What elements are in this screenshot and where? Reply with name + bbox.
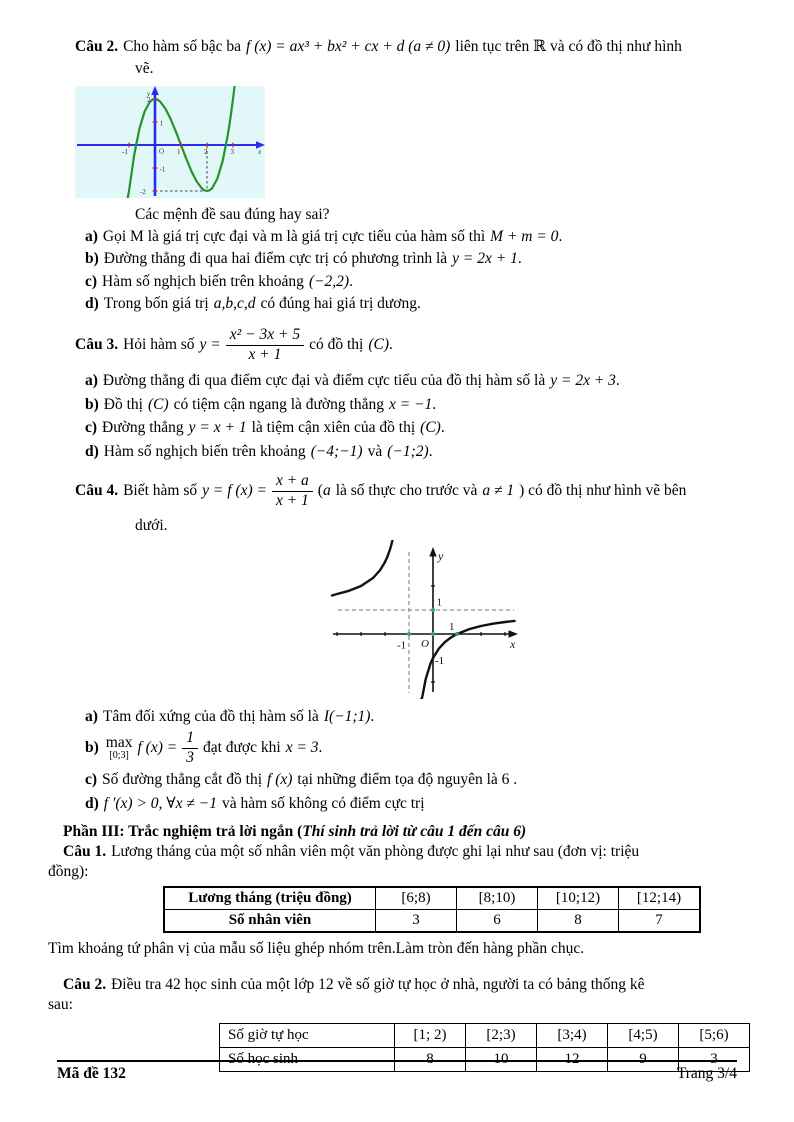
q2-formula: f (x) = ax³ + bx² + cx + d (a ≠ 0) — [246, 38, 451, 55]
graph2-label-y-neg1: -1 — [435, 655, 445, 667]
q4-a1: a — [322, 482, 331, 499]
p3q1-line2: đồng): — [48, 863, 89, 880]
q2-item-a: a) Gọi M là giá trị cực đại và m là giá trị cực tiểu của hàm số thì M + m = 0. — [85, 228, 563, 245]
graph2-label-x-neg1: -1 — [397, 639, 407, 652]
q4-head — [75, 467, 794, 515]
salary-header-cell: Lương tháng (triệu đồng) — [164, 887, 376, 910]
p3q2-label: Câu 2. — [63, 976, 107, 993]
q2-item-c: c) Hàm số nghịch biến trên khoảng (−2,2). — [85, 273, 353, 290]
q3-post: có đồ thị — [309, 336, 364, 353]
graph1-y-axis-label: y — [147, 90, 151, 98]
study-hours-header-cell: Số giờ tự học — [220, 1024, 395, 1048]
q4-wrap: dưới. — [135, 517, 168, 534]
q2-intro-pre: Cho hàm số bậc ba — [123, 38, 242, 55]
rational-function-figure — [330, 540, 794, 699]
cubic-function-graph — [75, 86, 265, 198]
q3-fraction: $\frac{\text{x² − 3x + 5}}{x + 1}$ — [226, 326, 304, 364]
q3-c: (C) — [368, 336, 390, 353]
q2-intro-line1 — [75, 36, 794, 58]
graph2-point-0-1 — [431, 608, 435, 612]
cubic-function-figure — [75, 86, 794, 198]
q2-intro-post: liên tục trên ℝ và có đồ thị như hình — [455, 38, 682, 55]
graph2-point-neg1-0 — [407, 632, 411, 636]
part3-heading — [63, 821, 794, 842]
q4-item-d: d) f ′(x) > 0, ∀x ≠ −1 và hàm số không có điểm cực trị — [85, 795, 425, 812]
rational-function-graph — [330, 540, 520, 699]
q3-item-c: c) Đường thẳng y = x + 1 là tiệm cận xiên của đồ thị (C). — [85, 419, 445, 436]
q2-label: Câu 2. — [75, 38, 119, 55]
q4-p2: là số thực cho trước và — [335, 482, 478, 499]
q4b-fraction: $\frac{1}{3}$ — [182, 729, 198, 767]
p3q1-note: Tìm khoảng tứ phân vị của mẫu số liệu ghép nhóm trên.Làm tròn đến hàng phần chục. — [48, 940, 585, 957]
q4-pre: Biết hàm số — [123, 482, 198, 499]
q4-item-b: b) max [0;3] f (x) = $\frac{1}{3}$ đạt được khi x = 3 . — [85, 728, 323, 766]
q3-end: . — [389, 336, 393, 353]
q3-pre: Hỏi hàm số — [123, 336, 195, 353]
graph2-y-axis-label: y — [438, 549, 444, 563]
graph2-label-y-1: 1 — [436, 596, 442, 609]
graph1-ytick--2: -2 — [140, 188, 146, 196]
q3-item-b: b) Đồ thị (C) có tiệm cận ngang là đường thẳng x = −1. — [85, 395, 437, 413]
graph1-xtick-2: 2 — [204, 148, 208, 156]
page-footer — [57, 1060, 737, 1083]
part3-title-note: Thí sinh trả lời từ câu 1 đến câu 6) — [302, 823, 527, 840]
q3-item-a: a) Đường thẳng đi qua điểm cực đại và điểm cực tiểu của đồ thị hàm số là y = 2x + 3. — [85, 372, 620, 389]
q4-label: Câu 4. — [75, 482, 119, 499]
graph2-curve-left-branch — [332, 540, 393, 596]
q4-a2: a ≠ 1 — [482, 482, 515, 499]
table-row: Số học sinh 8 10 12 9 3 — [220, 1048, 750, 1072]
q3-label: Câu 3. — [75, 336, 119, 353]
max-operator: max [0;3] — [105, 733, 133, 762]
table-row: Lương tháng (triệu đồng) [6;8) [8;10) [10;12) [12;14) — [164, 887, 700, 910]
graph1-background — [75, 86, 265, 198]
student-count-cell: Số học sinh — [220, 1048, 395, 1072]
q3-lead: y = — [199, 336, 221, 353]
q4-p3: ) có đồ thị như hình vẽ bên — [519, 482, 687, 499]
q2-item-d: d) Trong bốn giá trị a,b,c,d có đúng hai giá trị dương. — [85, 295, 421, 312]
q4-item-a: a) Tâm đối xứng của đồ thị hàm số là I(−1;1). — [85, 708, 375, 725]
p3q1-label: Câu 1. — [63, 843, 107, 860]
employee-count-cell: Số nhân viên — [164, 910, 376, 933]
graph1-xtick--1: -1 — [122, 148, 128, 156]
q3-head — [75, 321, 794, 369]
graph2-x-axis-label: x — [510, 637, 516, 651]
salary-table — [163, 886, 701, 933]
q2-intro-line2 — [135, 58, 794, 80]
q4-item-c: c) Số đường thẳng cắt đồ thị f (x) tại những điểm tọa độ nguyên là 6 . — [85, 771, 518, 788]
graph2-label-x-1: 1 — [449, 621, 455, 633]
q2-prompt: Các mệnh đề sau đúng hay sai? — [135, 206, 330, 223]
q4-fraction: $\frac{x + a}{x + 1}$ — [272, 472, 313, 510]
part3-title: Phần III: Trắc nghiệm trả lời ngắn ( — [63, 823, 303, 840]
graph1-ytick-2: 2 — [147, 96, 151, 104]
p3q2-line1: Câu 2. Điều tra 42 học sinh của một lớp 12 về số giờ tự học ở nhà, người ta có bảng thống kê — [63, 976, 645, 993]
q2-item-b: b) Đường thẳng đi qua hai điểm cực trị có phương trình là y = 2x + 1. — [85, 250, 522, 267]
graph2-asymptotes-dashed — [338, 552, 514, 693]
q4-p1: ( — [317, 482, 323, 499]
q3-item-d: d) Hàm số nghịch biến trên khoảng (−4;−1) và (−1;2). — [85, 442, 433, 460]
graph2-y-arrow-icon — [429, 547, 436, 557]
graph2-point-origin — [431, 632, 435, 636]
p3q2-line2: sau: — [48, 996, 73, 1013]
table-row: Số nhân viên 3 6 8 7 — [164, 910, 700, 933]
page-number: Trang 3/4 — [676, 1065, 737, 1082]
exam-code: Mã đề 132 — [57, 1065, 126, 1082]
graph1-x-axis-label: x — [258, 148, 262, 156]
graph1-xtick-3: 3 — [230, 148, 234, 156]
graph1-ytick-1: 1 — [159, 119, 163, 128]
graph2-origin-label: O — [421, 638, 429, 650]
graph2-point-1-0 — [455, 632, 459, 636]
p3q1-line1: Câu 1. Lương tháng của một số nhân viên một văn phòng được ghi lại như sau (đơn vị: triệu — [63, 843, 640, 860]
graph1-xtick-1: 1 — [177, 148, 181, 156]
graph1-ytick--1: -1 — [159, 165, 166, 174]
q2-intro-wrap: vẽ. — [135, 60, 154, 77]
q4-lead: y = f (x) = — [202, 482, 267, 499]
table-row: Số giờ tự học [1; 2) [2;3) [3;4) [4;5) [5;6) — [220, 1024, 750, 1048]
graph1-origin-label: O — [159, 147, 165, 156]
